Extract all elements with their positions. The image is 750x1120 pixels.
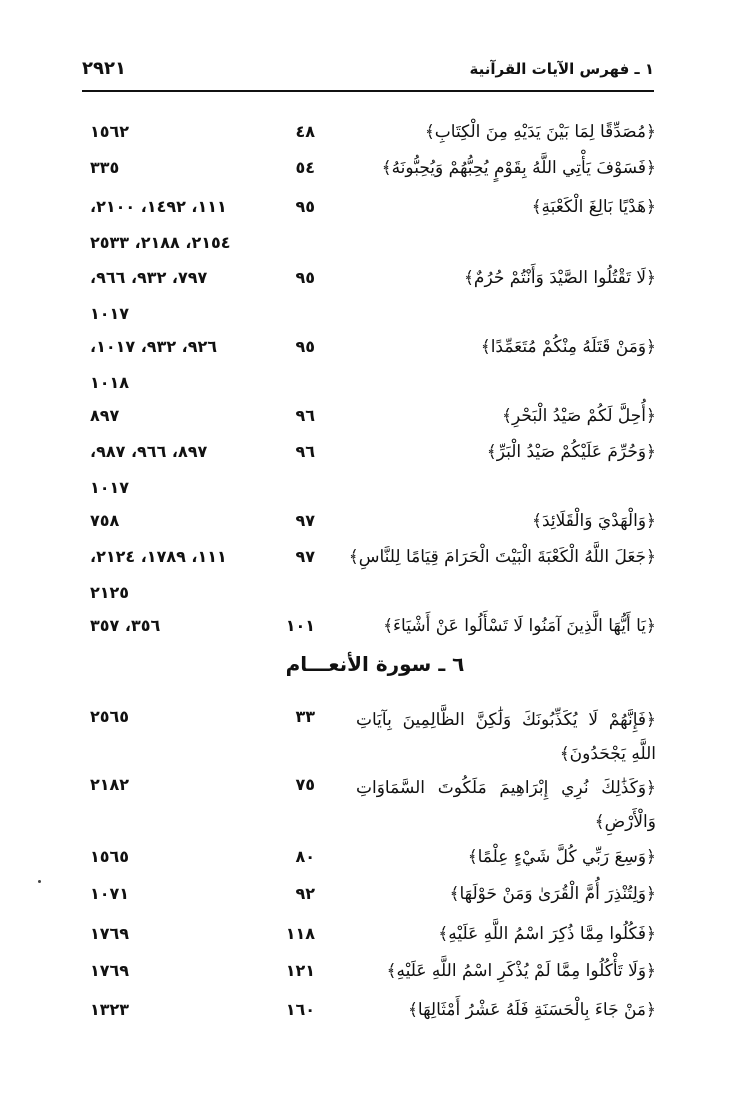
page-refs-line: ٩٢٦، ٩٣٢، ١٠١٧، xyxy=(90,337,218,356)
ayah-number: ٩٢ xyxy=(295,884,315,903)
verse-text: ﴿فَإِنَّهُمْ لَا يُكَذِّبُونَكَ وَلَٰكِنَّ الظَّالِمِينَ بِآيَاتِ اللَّهِ يَجْحَدُونَ﴾ xyxy=(356,710,656,764)
ayah-number: ٩٧ xyxy=(295,547,315,566)
page-refs-line: ١١١، ١٤٩٢، ٢١٠٠، xyxy=(90,197,227,216)
page-refs xyxy=(90,767,260,803)
verse-text: ﴿يَا أَيُّهَا الَّذِينَ آمَنُوا لَا تَسْأَلُوا عَنْ أَشْيَاءَ﴾ xyxy=(383,616,656,636)
page-refs-line: ١١١، ١٧٨٩، ٢١٢٤، xyxy=(90,547,227,566)
verse-text: ﴿مَنْ جَاءَ بِالْحَسَنَةِ فَلَهُ عَشْرُ أَمْثَالِهَا﴾ xyxy=(407,1000,656,1020)
verse-text: ﴿وَمَنْ قَتَلَهُ مِنْكُمْ مُتَعَمِّدًا﴾ xyxy=(480,337,656,357)
page-refs xyxy=(90,839,260,875)
page-refs xyxy=(90,189,260,261)
verse-text: ﴿أُحِلَّ لَكُمْ صَيْدُ الْبَحْرِ﴾ xyxy=(502,406,656,426)
page-refs-line: ٨٩٧، ٩٦٦، ٩٨٧، xyxy=(90,442,208,461)
ayah-number: ٧٥ xyxy=(295,775,315,794)
page-refs-line: ٧٥٨ xyxy=(90,511,120,530)
verse-text: ﴿وَلَا تَأْكُلُوا مِمَّا لَمْ يُذْكَرِ اسْمُ اللَّهِ عَلَيْهِ﴾ xyxy=(386,961,656,981)
ayah-number: ٩٦ xyxy=(295,442,315,461)
page-refs xyxy=(90,608,260,644)
ayah-number: ٤٨ xyxy=(295,122,315,141)
ayah-number: ١٦٠ xyxy=(285,1000,315,1019)
page-refs xyxy=(90,260,260,332)
page-refs-line: ١٧٦٩ xyxy=(90,924,130,943)
verse-text: ﴿وَالْهَدْيَ وَالْقَلَائِدَ﴾ xyxy=(531,511,656,531)
page-refs-line: ١٣٢٣ xyxy=(90,1000,130,1019)
page-refs-line: ٣٣٥ xyxy=(90,158,120,177)
page-refs xyxy=(90,699,260,735)
page-refs-line: ١٠١٨ xyxy=(90,373,130,392)
running-title: ١ ـ فهرس الآيات القرآنية xyxy=(469,60,654,78)
page-refs-line: ١٠١٧ xyxy=(90,304,130,323)
ayah-number: ٥٤ xyxy=(295,158,315,177)
ayah-number: ١٢١ xyxy=(285,961,315,980)
page-refs xyxy=(90,434,260,506)
verse-text: ﴿وَكَذَٰلِكَ نُرِي إِبْرَاهِيمَ مَلَكُوتَ السَّمَاوَاتِ وَالْأَرْضِ﴾ xyxy=(356,778,656,832)
page-refs-line: ٢١٨٢ xyxy=(90,775,130,794)
page-refs-line: ١٠٧١ xyxy=(90,884,130,903)
verse-text: ﴿وَحُرِّمَ عَلَيْكُمْ صَيْدُ الْبَرِّ﴾ xyxy=(486,442,656,462)
page-refs-line: ٣٥٦، ٣٥٧ xyxy=(90,616,161,635)
page-header xyxy=(82,50,654,92)
page-refs xyxy=(90,150,260,186)
page-number: ٢٩٢١ xyxy=(82,58,126,79)
verse-text: ﴿لَا تَقْتُلُوا الصَّيْدَ وَأَنْتُمْ حُرُمٌ﴾ xyxy=(463,268,656,288)
ayah-number: ٣٣ xyxy=(295,707,315,726)
scan-speck xyxy=(38,880,41,883)
verse-text: ﴿مُصَدِّقًا لِمَا بَيْنَ يَدَيْهِ مِنَ الْكِتَابِ﴾ xyxy=(424,122,656,142)
page-refs-line: ١٠١٧ xyxy=(90,478,130,497)
verse-text: ﴿فَسَوْفَ يَأْتِي اللَّهُ بِقَوْمٍ يُحِبُّهُمْ وَيُحِبُّونَهُ﴾ xyxy=(381,158,656,178)
verse-text: ﴿وَلِتُنْذِرَ أُمَّ الْقُرَىٰ وَمَنْ حَوْلَهَا﴾ xyxy=(449,884,656,904)
page-refs xyxy=(90,916,260,952)
page-refs xyxy=(90,953,260,989)
ayah-number: ٩٥ xyxy=(295,268,315,287)
ayah-number: ٩٦ xyxy=(295,406,315,425)
page-refs xyxy=(90,503,260,539)
page-refs-line: ٨٩٧ xyxy=(90,406,120,425)
page-refs xyxy=(90,876,260,912)
page-refs-line: ١٥٦٢ xyxy=(90,122,130,141)
page-refs-line: ٢١٥٤، ٢١٨٨، ٢٥٣٣ xyxy=(90,233,231,252)
verse-text: ﴿جَعَلَ اللَّهُ الْكَعْبَةَ الْبَيْتَ الْحَرَامَ قِيَامًا لِلنَّاسِ﴾ xyxy=(348,547,656,567)
page-refs xyxy=(90,539,260,611)
verse-text: ﴿فَكُلُوا مِمَّا ذُكِرَ اسْمُ اللَّهِ عَلَيْهِ﴾ xyxy=(438,924,656,944)
ayah-number: ٩٧ xyxy=(295,511,315,530)
surah-heading: ٦ ـ سورة الأنعـــام xyxy=(285,652,465,676)
page-refs xyxy=(90,398,260,434)
ayah-number: ١١٨ xyxy=(285,924,315,943)
page-refs-line: ٢١٢٥ xyxy=(90,583,130,602)
page-refs xyxy=(90,992,260,1028)
page-refs-line: ١٥٦٥ xyxy=(90,847,130,866)
page-refs xyxy=(90,329,260,401)
verse-text: ﴿وَسِعَ رَبِّي كُلَّ شَيْءٍ عِلْمًا﴾ xyxy=(467,847,656,867)
page-refs-line: ١٧٦٩ xyxy=(90,961,130,980)
page-refs-line: ٢٥٦٥ xyxy=(90,707,130,726)
ayah-number: ٩٥ xyxy=(295,337,315,356)
ayah-number: ٩٥ xyxy=(295,197,315,216)
page-refs xyxy=(90,114,260,150)
ayah-number: ١٠١ xyxy=(285,616,315,635)
ayah-number: ٨٠ xyxy=(295,847,315,866)
verse-text: ﴿هَدْيًا بَالِغَ الْكَعْبَةِ﴾ xyxy=(531,197,656,217)
page-refs-line: ٧٩٧، ٩٣٢، ٩٦٦، xyxy=(90,268,208,287)
